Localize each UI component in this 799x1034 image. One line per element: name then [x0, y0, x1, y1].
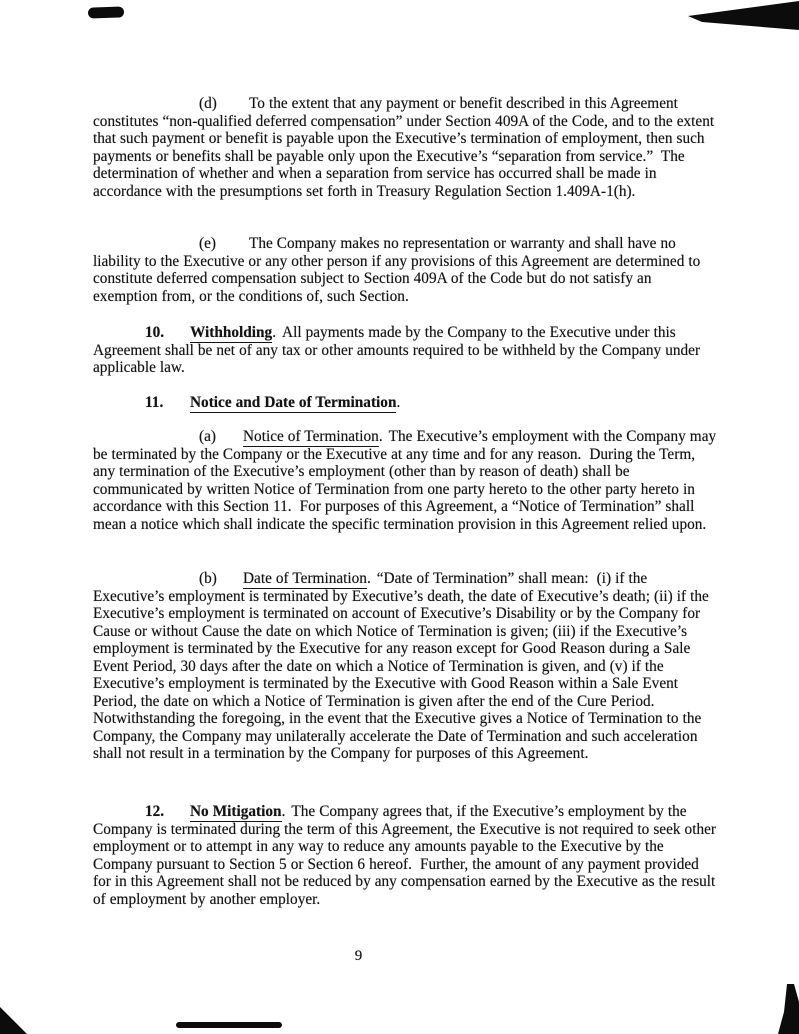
paragraph-e-text: The Company makes no representation or warranty and shall have no liability to the Executive or any other person if any provisions of this Agreement are determined to constitute deferred compensation subject to Section 409A of the Code but do not satisfy an exemption from, or the conditions of, such Section.	[93, 235, 705, 305]
scan-mark-bottom-left-icon	[0, 1007, 27, 1034]
paragraph-d-text: To the extent that any payment or benefit described in this Agreement constitutes “non-qualified deferred compensation” under Section 409A of the Code, and to the extent that such payment or benefit is payable upon the Executive’s termination of employment, then such payments or benefits shall be payable only upon the Executive’s “separation from service.” The determination of whether and when a separation from service has occurred shall be made in accordance with the presumptions set forth in Treasury Regulation Section 1.409A-1(h).	[93, 95, 719, 200]
paragraph-a-heading: Notice of Termination	[243, 428, 379, 445]
section-11-notice-and-date-of-termination	[93, 394, 717, 412]
document-body	[93, 0, 721, 1034]
page-number: 9	[354, 948, 363, 964]
section-10-number: 10.	[145, 324, 165, 341]
section-10-withholding	[93, 324, 717, 377]
paragraph-e	[93, 235, 717, 305]
section-12-no-mitigation	[93, 803, 721, 908]
section-12-heading-period: .	[281, 803, 286, 820]
paragraph-b-label: (b)	[199, 570, 217, 587]
paragraph-b-text: “Date of Termination” shall mean: (i) if the Executive’s employment is terminated by Executive’s death, the date of Executive’s death; (ii) if the Executive’s employment is terminated on account of Executive’s Disability or by the Company for Cause or without Cause the date on which Notice of Termination is given; (iii) if the Executive’s employment is terminated by the Executive for any reason except for Good Reason during a Sale Event Period, 30 days after the date on which a Notice of Termination is given, and (v) if the Executive’s employment is terminated by the Executive with Good Reason within a Sale Event Period, the date on which a Notice of Termination is given after the end of the Cure Period. Notwithstanding the foregoing, in the event that the Executive gives a Notice of Termination to the Company, the Company may unilaterally accelerate the Date of Termination and such acceleration shall not result in a termination by the Company for purposes of this Agreement.	[93, 570, 713, 762]
paragraph-d-label: (d)	[199, 95, 217, 112]
section-12-heading: No Mitigation	[190, 803, 282, 820]
section-12-number: 12.	[145, 803, 165, 820]
section-11-number: 11.	[145, 394, 164, 411]
section-10-heading: Withholding	[190, 324, 273, 341]
section-11-heading-period: .	[396, 394, 401, 411]
paragraph-a-notice-of-termination	[93, 428, 721, 533]
paragraph-b-date-of-termination	[93, 570, 717, 763]
paragraph-b-heading-period: .	[366, 570, 371, 587]
section-10-text: All payments made by the Company to the Executive under this Agreement shall be net of any tax or other amounts required to be withheld by the Company under applicable law.	[93, 324, 705, 376]
scan-mark-bottom-right-icon	[778, 984, 799, 1034]
paragraph-a-heading-period: .	[378, 428, 383, 445]
section-10-heading-period: .	[272, 324, 277, 341]
paragraph-e-label: (e)	[199, 235, 216, 252]
paragraph-a-label: (a)	[199, 428, 216, 445]
paragraph-a-text: The Executive’s employment with the Company may be terminated by the Company or the Executive at any time and for any reason. During the Term, any termination of the Executive’s employment (other than by reason of death) shall be communicated by written Notice of Termination from one party hereto to the other party hereto in accordance with this Section 11. For purposes of this Agreement, a “Notice of Termination” shall mean a notice which shall indicate the specific termination provision in this Agreement relied upon.	[93, 428, 721, 533]
section-11-heading: Notice and Date of Termination	[190, 394, 397, 411]
paragraph-d	[93, 95, 717, 200]
section-12-text: The Company agrees that, if the Executive’s employment by the Company is terminated during the term of this Agreement, the Executive is not required to seek other employment or to attempt in any way to reduce any amounts payable to the Executive by the Company pursuant to Section 5 or Section 6 hereof. Further, the amount of any payment provided for in this Agreement shall not be reduced by any compensation earned by the Executive as the result of employment by another employer.	[93, 803, 721, 908]
paragraph-b-heading: Date of Termination	[243, 570, 367, 587]
